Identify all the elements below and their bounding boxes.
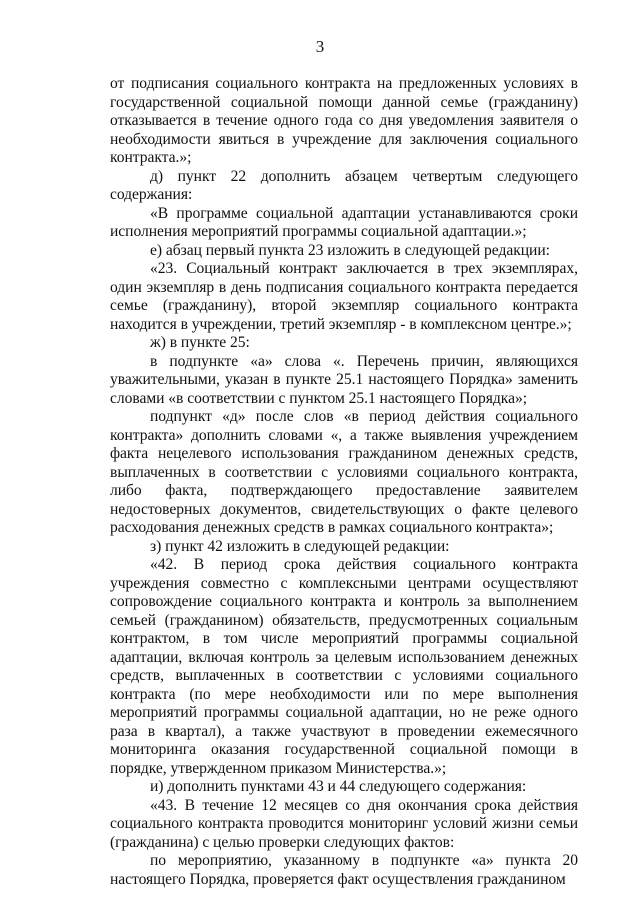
paragraph: з) пункт 42 изложить в следующей редакции: [150, 537, 450, 555]
paragraph: д) пункт 22 дополнить абзацем четвертым следующего содержания: [110, 167, 578, 203]
paragraph: «23. Социальный контракт заключается в трех экземплярах, один экземпляр в день подписания социального контракта передается семье (гражданину), второй экземпляр социального контракта находится в учреждении, третий экземпляр - в комплексном центре.»; [110, 260, 578, 333]
paragraph: е) абзац первый пункта 23 изложить в следующей редакции: [150, 241, 550, 259]
paragraph: ж) в пункте 25: [150, 334, 250, 351]
document-body [110, 75, 578, 889]
paragraph: подпункт «д» после слов «в период действия социального контракта» дополнить словами «, а также выявления учреждением факта нецелевого использования гражданином денежных средств, выплаченных в соответствии с условиями социального контракта, либо факта, подтверждающего предоставление заявителем недостоверных документов, свидетельствующих о факте целевого расходования денежных средств в рамках социального контракта»; [110, 408, 578, 536]
paragraph: от подписания социального контракта на предложенных условиях в государственной социальной помощи данной семье (гражданину) отказывается в течение одного года со дня уведомления заявителя о необходимости явиться в учреждение для заключения социального контракта.»; [110, 75, 578, 166]
paragraph: по мероприятию, указанному в подпункте «а» пункта 20 настоящего Порядка, проверяется факт осуществления гражданином [110, 852, 578, 888]
page-number: 3 [315, 37, 325, 56]
paragraph: и) дополнить пунктами 43 и 44 следующего содержания: [150, 778, 527, 795]
paragraph: «43. В течение 12 месяцев со дня окончания срока действия социального контракта проводится мониторинг условий жизни семьи (гражданина) с целью проверки следующих фактов: [110, 796, 578, 851]
paragraph: «В программе социальной адаптации устанавливаются сроки исполнения мероприятий программы социальной адаптации.»; [110, 204, 578, 240]
paragraph: «42. В период срока действия социального контракта учреждения совместно с комплексными центрами осуществляют сопровождение социального контракта и контроль за выполнением семьей (гражданином) обязательств, предусмотренных социальным контрактом, в том числе мероприятий программы социальной адаптации, включая контроль за целевым использованием денежных средств, выплаченных в соответствии с условиями социального контракта (по мере необходимости или по мере выполнения мероприятий программы социальной адаптации, но не реже одного раза в квартал), а также участвуют в проведении ежемесячного мониторинга оказания государственной социальной помощи в порядке, утвержденном приказом Министерства.»; [110, 556, 578, 777]
paragraph: в подпункте «а» слова «. Перечень причин, являющихся уважительными, указан в пункте 25.1 настоящего Порядка» заменить словами «в соответствии с пунктом 25.1 настоящего Порядка»; [110, 352, 578, 407]
